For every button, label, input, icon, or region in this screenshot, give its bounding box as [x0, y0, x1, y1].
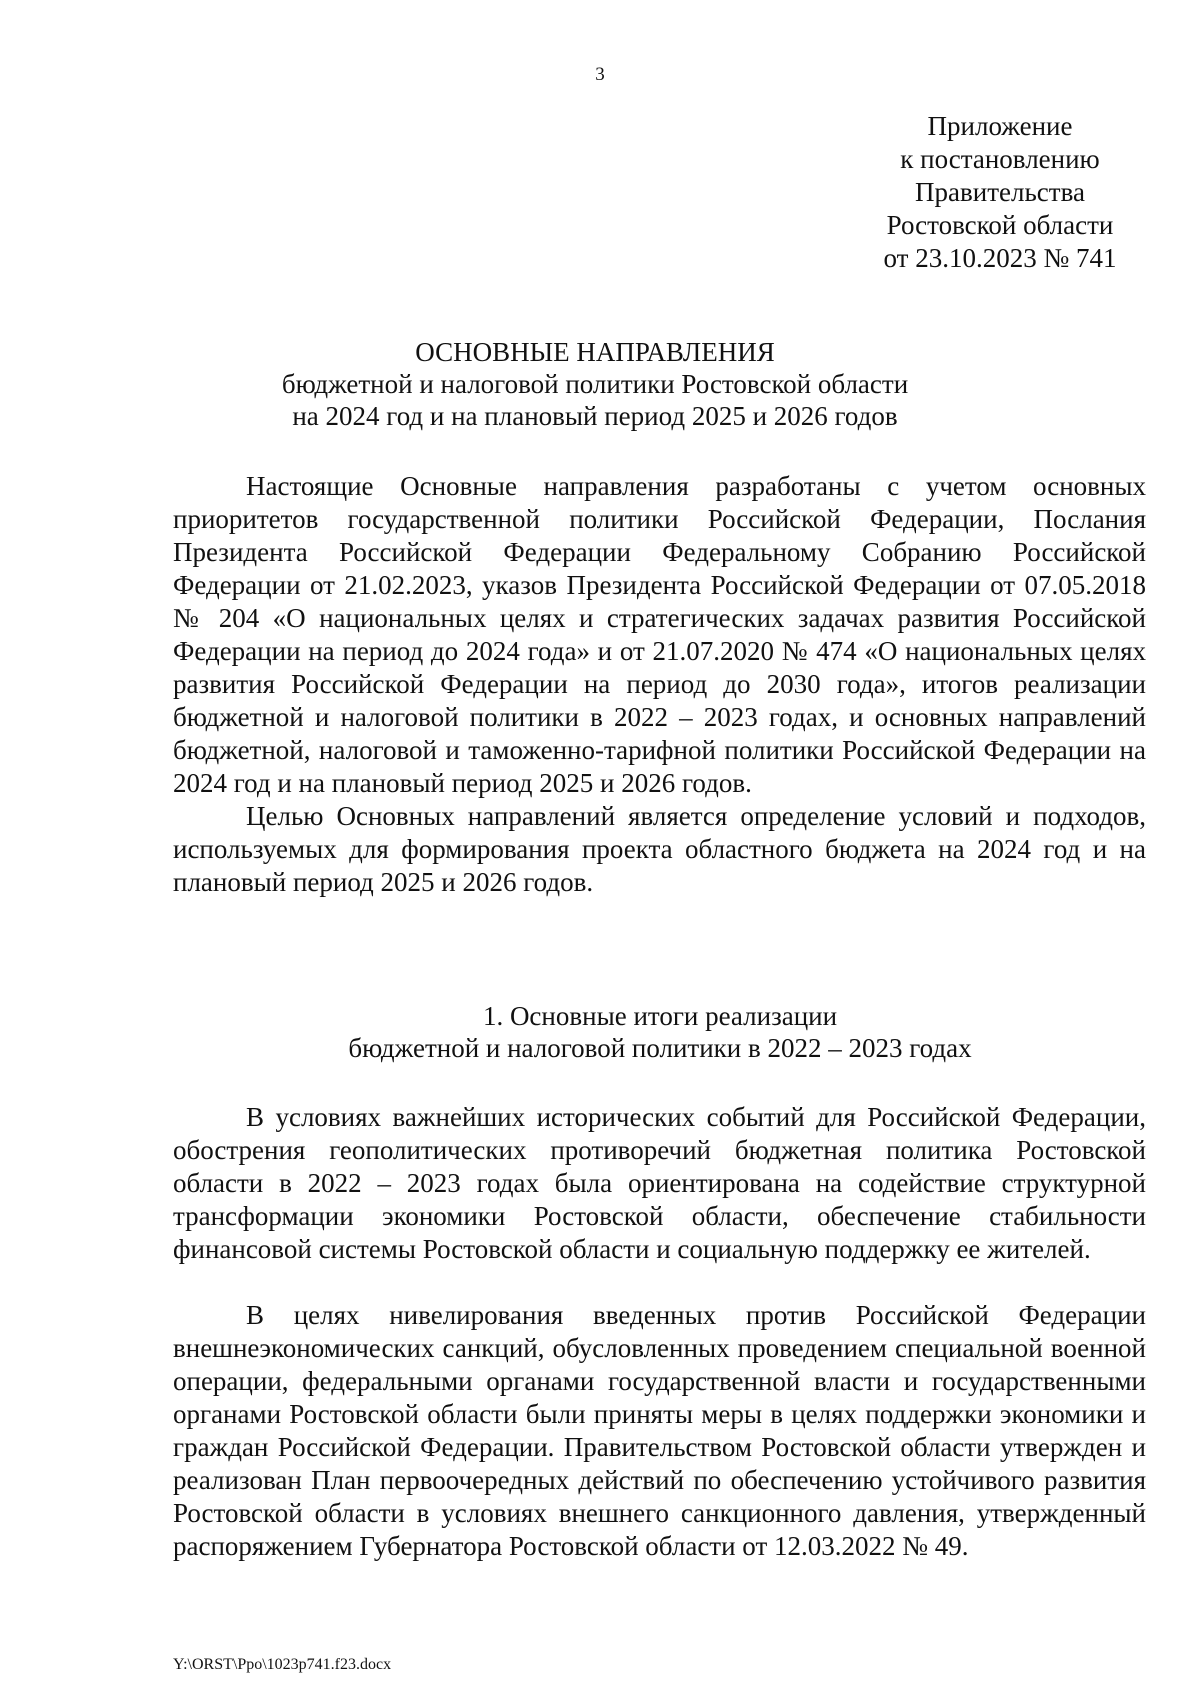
section-paragraph: В условиях важнейших исторических событий для Российской Федерации, обострения геополитических противоречий бюджетная политика Ростовской области в 2022 – 2023 годах была ориентирована на содействие структурной трансформации экономики Ростовской области, обеспечение стабильности финансовой системы Ростовской области и социальную поддержку ее жителей. — [173, 1102, 1146, 1264]
section-title-line: 1. Основные итоги реализации — [482, 1001, 838, 1031]
section-paragraph: В целях нивелирования введенных против Российской Федерации внешнеэкономических санкций, обусловленных проведением специальной военной операции, федеральными органами государственной власти и государственными органами Ростовской области были приняты меры в целях поддержки экономики и граждан Российской Федерации. Правительством Ростовской области утвержден и реализован План первоочередных действий по обеспечению устойчивого развития Ростовской области в условиях внешнего санкционного давления, утвержденный распоряжением Губернатора Ростовской области от 12.03.2022 № 49. — [173, 1300, 1146, 1561]
appendix-line: Ростовской области — [886, 210, 1114, 240]
title-line: бюджетной и налоговой политики Ростовской области — [281, 369, 909, 399]
section-title — [180, 1000, 1140, 1064]
appendix-line: Правительства — [915, 177, 1085, 207]
title-line: ОСНОВНЫЕ НАПРАВЛЕНИЯ — [415, 337, 775, 367]
intro-paragraph: Настоящие Основные направления разработаны с учетом основных приоритетов государственной политики Российской Федерации, Послания Президента Российской Федерации Федеральному Собранию Российской Федерации от 21.02.2023, указов Президента Российской Федерации от 07.05.2018 № 204 «О национальных целях и стратегических задачах развития Российской Федерации на период до 2024 года» и от 21.07.2020 № 474 «О национальных целях развития Российской Федерации на период до 2030 года», итогов реализации бюджетной и налоговой политики в 2022 – 2023 годах, и основных направлений бюджетной, налоговой и таможенно-тарифной политики Российской Федерации на 2024 год и на плановый период 2025 и 2026 годов. — [173, 471, 1146, 798]
title-line: на 2024 год и на плановый период 2025 и 2026 годов — [292, 401, 898, 431]
file-path: Y:\ORST\Ppo\1023p741.f23.docx — [173, 1656, 392, 1673]
appendix-line: Приложение — [927, 111, 1073, 141]
section-title-line: бюджетной и налоговой политики в 2022 – 2023 годах — [348, 1033, 972, 1063]
appendix-block — [800, 110, 1200, 275]
document-title — [130, 336, 1060, 432]
page-number: 3 — [595, 64, 605, 85]
intro-paragraph: Целью Основных направлений является определение условий и подходов, используемых для формирования проекта областного бюджета на 2024 год и на плановый период 2025 и 2026 годов. — [173, 801, 1146, 897]
appendix-line: от 23.10.2023 № 741 — [883, 243, 1117, 273]
appendix-line: к постановлению — [900, 144, 1100, 174]
